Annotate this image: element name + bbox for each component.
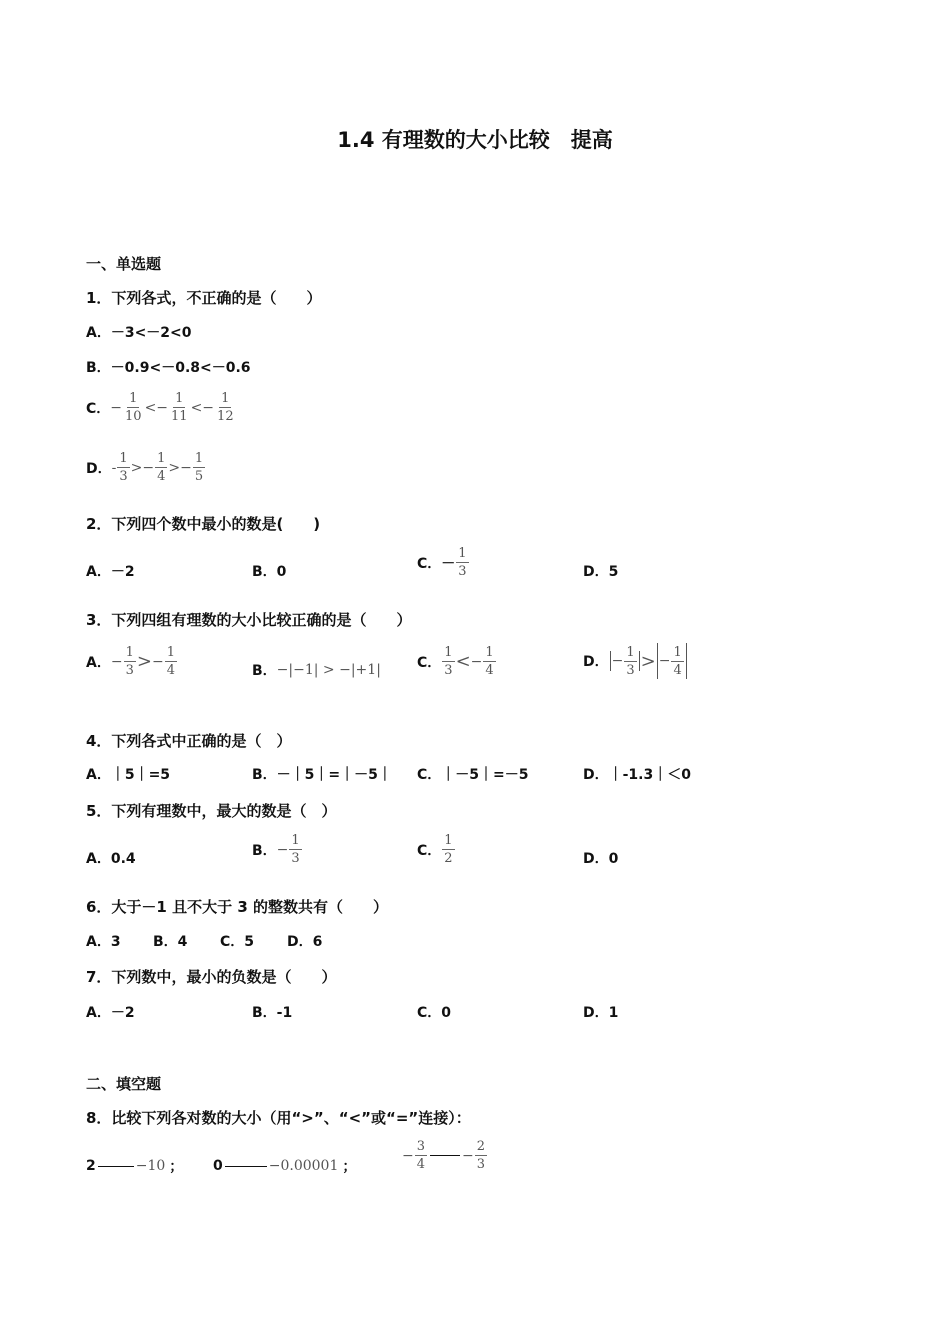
question-2-option-d: D．5 [583,564,619,580]
pair-2-left: 0 [213,1158,223,1174]
question-2-option-a: A．－2 [86,564,135,580]
question-6-option-c: C．5 [220,934,255,950]
fraction: $\frac{1}{4}$ [166,645,175,678]
math-expression: −|−1| > −|+1| [276,662,381,678]
fraction: $\frac{1}{3}$ [291,833,300,866]
question-4-option-b: B．－｜5｜=｜－5｜ [252,767,392,783]
answer-blank[interactable] [225,1166,267,1167]
fraction: $\frac{1}{4}$ [673,644,682,678]
fraction: $\frac{1}{3}$ [119,451,128,484]
fraction: $\frac{1}{4}$ [485,645,494,678]
section-heading-fill-in: 二、填空题 [86,1075,162,1093]
page-title: 1.4 有理数的大小比较 提高 [337,128,613,152]
question-5-option-c [417,834,456,865]
question-4-option-d: D．｜-1.3｜＜0 [583,767,691,783]
question-5-option-b: B． − $\frac{1}{3}$ [252,833,300,866]
question-1-option-a: A．－3<－2<0 [86,325,192,341]
question-5-option-a: A．0.4 [86,851,136,867]
question-4-stem: 4．下列各式中正确的是（ ） [86,732,292,750]
pair-2-right: −0.00001 [268,1158,339,1174]
option-c-label: C． [86,400,111,417]
answer-blank[interactable] [430,1155,460,1156]
question-7-option-a: A．－2 [86,1005,135,1021]
option-b-label: B． [252,663,277,679]
question-2-stem: 2．下列四个数中最小的数是( ) [86,515,321,533]
question-1-stem: 1．下列各式，不正确的是（ ） [86,289,322,307]
question-3-option-c: C． $\frac{1}{3}$ < − $\frac{1}{4}$ [417,645,494,678]
option-d-label: D． [583,654,609,670]
question-4-option-a: A．｜5｜=5 [86,767,171,783]
option-b-label: B． [252,842,277,859]
option-c-label: C． [417,654,442,671]
question-8-stem: 8．比较下列各对数的大小（用“>”、“<”或“=”连接）： [86,1109,471,1127]
option-d-label: D． [86,460,112,477]
question-2-option-c [417,547,470,578]
fraction: $\frac{1}{2}$ [444,833,453,866]
question-7-option-d: D．1 [583,1005,619,1021]
question-2-option-b: B．0 [252,564,287,580]
fraction: $\frac{2}{3}$ [476,1139,486,1172]
fraction: $\frac{1}{4}$ [157,451,166,484]
fraction: $\frac{1}{3}$ [444,645,453,678]
question-7-option-b: B．-1 [252,1005,293,1021]
question-3-option-b [252,660,381,680]
question-3-option-d: D． − $\frac{1}{3}$ > − $\frac{1}{4}$ [583,643,688,679]
fraction: $\frac{1}{3}$ [626,644,635,678]
question-6-option-b: B．4 [153,934,188,950]
question-7-stem: 7．下列数中，最小的负数是（ ） [86,968,337,986]
fraction: $\frac{1}{11}$ [171,391,188,424]
question-6-stem: 6．大于－1 且不大于 3 的整数共有（ ） [86,898,388,916]
fraction: $\frac{1}{5}$ [194,451,204,484]
section-heading-single-choice: 一、单选题 [86,255,162,273]
question-7-option-c: C．0 [417,1005,452,1021]
fraction: $\frac{1}{3}$ [458,546,467,579]
question-8-pair-1 [86,1156,183,1176]
fraction: $\frac{1}{10}$ [125,391,142,424]
separator: ； [342,1159,357,1175]
question-8-pair-3: − $\frac{3}{4}$ − $\frac{2}{3}$ [402,1139,486,1172]
question-5-option-d: D．0 [583,851,619,867]
pair-1-right: −10 [135,1158,166,1174]
question-8-pair-2 [213,1156,356,1176]
question-1-option-c: C． − $\frac{1}{10}$ <− $\frac{1}{11}$ <− $\frac{1}{12}$ [86,391,234,424]
separator: ； [169,1159,184,1175]
answer-blank[interactable] [98,1166,134,1167]
question-1-option-d: D． - $\frac{1}{3}$ >− $\frac{1}{4}$ >− $\frac{1}{5}$ [86,451,204,484]
question-5-stem: 5．下列有理数中，最大的数是（ ） [86,802,337,820]
fraction: $\frac{1}{3}$ [125,645,134,678]
question-4-option-c: C．｜－5｜=－5 [417,767,529,783]
question-3-option-a: A． − $\frac{1}{3}$ > − $\frac{1}{4}$ [86,645,175,678]
option-c-label: C． [417,842,442,859]
question-6-option-a: A．3 [86,934,121,950]
option-a-label: A． [86,654,111,671]
fraction: $\frac{1}{12}$ [217,391,234,424]
question-3-stem: 3．下列四组有理数的大小比较正确的是（ ） [86,611,412,629]
question-1-option-b: B．－0.9<－0.8<－0.6 [86,360,251,376]
question-6-option-d: D．6 [287,934,323,950]
option-c-label: C．－ [417,555,456,572]
fraction: $\frac{3}{4}$ [416,1139,426,1172]
pair-1-left: 2 [86,1158,96,1174]
